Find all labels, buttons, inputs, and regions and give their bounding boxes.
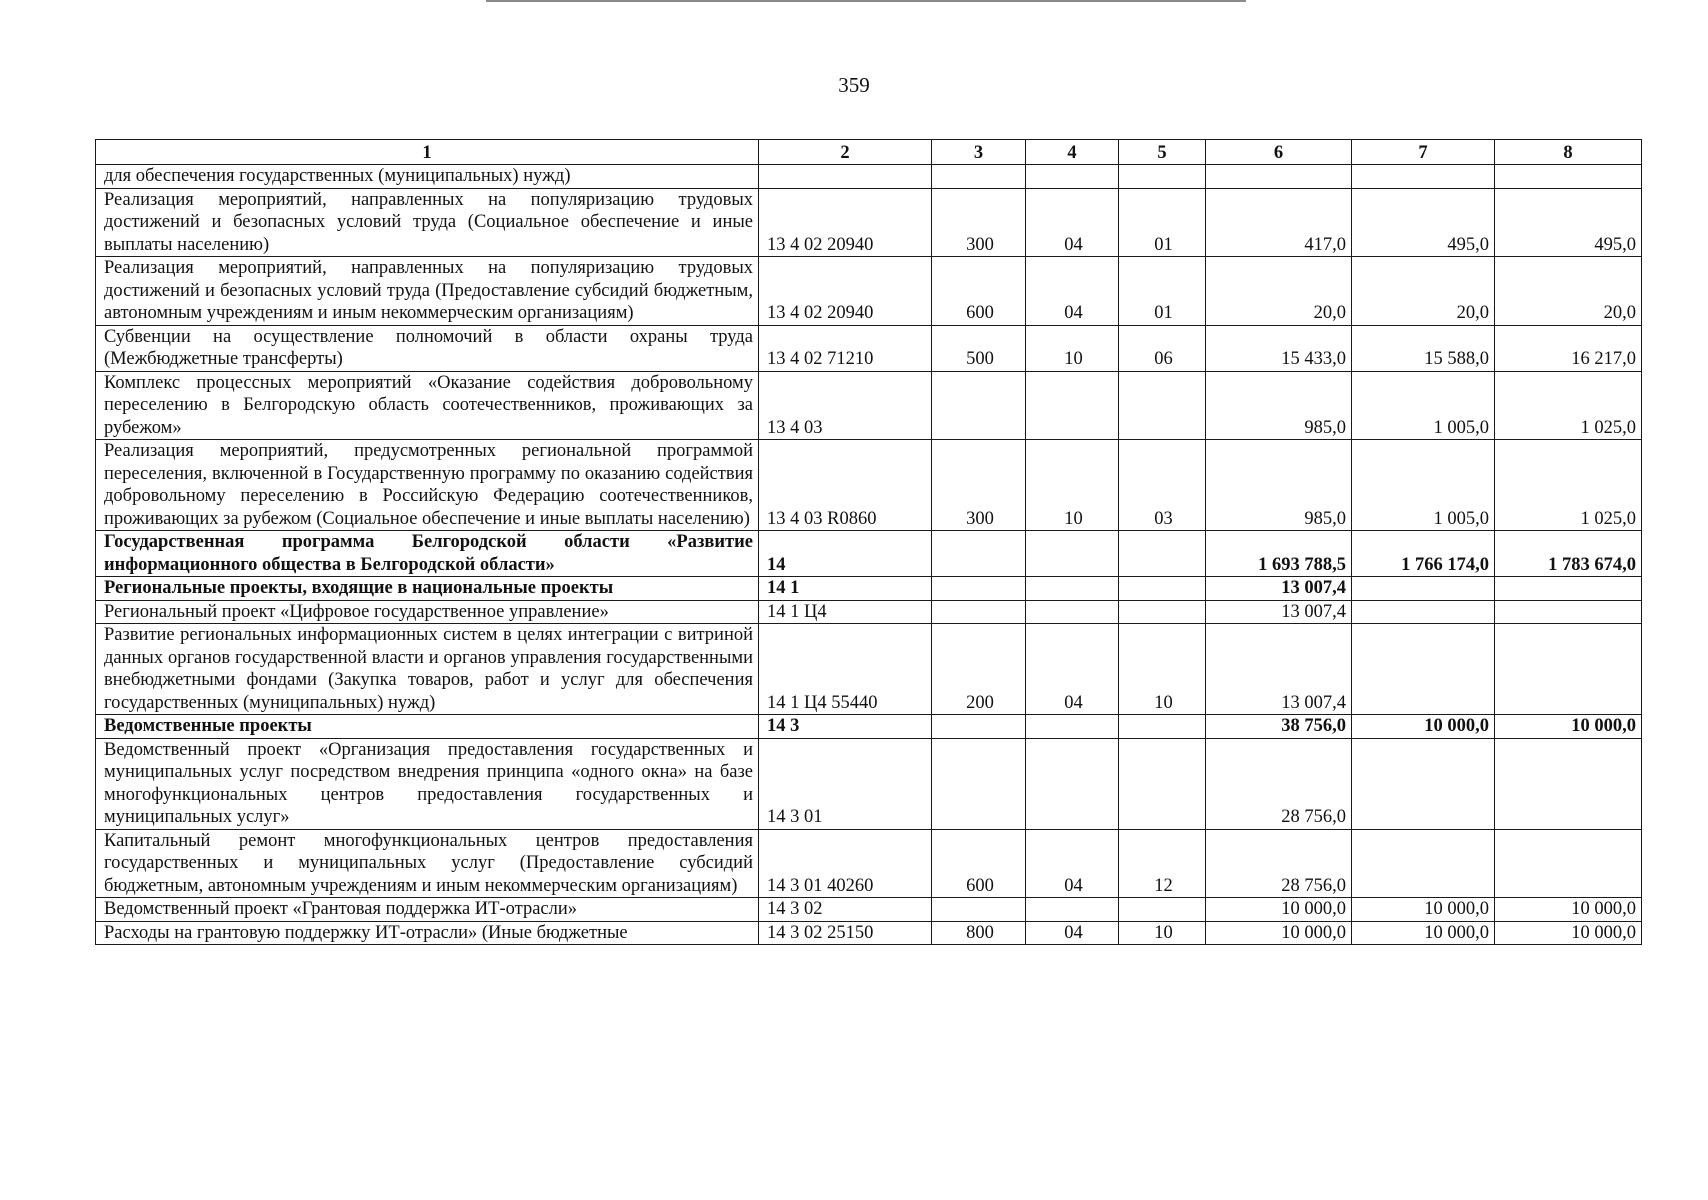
cell-target-article-code: 14 3 02 25150 [759,921,932,945]
cell-amount-col7 [1352,165,1495,189]
cell-amount-col7: 20,0 [1352,257,1495,326]
table-row [96,898,1642,922]
cell-target-article-code: 14 3 01 40260 [759,829,932,898]
cell-section [1026,165,1119,189]
cell-section [1026,577,1119,601]
cell-target-article-code: 13 4 02 71210 [759,325,932,371]
cell-subsection: 03 [1119,440,1206,531]
cell-description: Государственная программа Белгородской области «Развитие информационного общества в Белгородской области» [96,531,759,577]
cell-expense-type [932,715,1026,739]
cell-amount-col7: 1 005,0 [1352,440,1495,531]
cell-subsection [1119,165,1206,189]
column-header: 3 [932,140,1026,165]
cell-section: 10 [1026,325,1119,371]
column-header: 2 [759,140,932,165]
cell-amount-col7: 10 000,0 [1352,715,1495,739]
cell-expense-type [932,600,1026,624]
cell-amount-col8: 1 025,0 [1495,371,1642,440]
cell-expense-type: 500 [932,325,1026,371]
cell-amount-col7: 1 005,0 [1352,371,1495,440]
table-row [96,325,1642,371]
cell-subsection [1119,371,1206,440]
cell-amount-col6: 20,0 [1206,257,1352,326]
cell-amount-col6: 38 756,0 [1206,715,1352,739]
cell-amount-col8: 10 000,0 [1495,898,1642,922]
table-row [96,188,1642,257]
cell-amount-col8 [1495,165,1642,189]
cell-subsection: 01 [1119,188,1206,257]
cell-expense-type [932,898,1026,922]
cell-expense-type [932,531,1026,577]
table-header-row [96,140,1642,165]
cell-amount-col6: 417,0 [1206,188,1352,257]
cell-expense-type: 800 [932,921,1026,945]
cell-amount-col7 [1352,624,1495,715]
cell-subsection [1119,600,1206,624]
cell-target-article-code: 13 4 03 R0860 [759,440,932,531]
cell-section: 04 [1026,829,1119,898]
cell-section: 04 [1026,921,1119,945]
cell-description: Региональные проекты, входящие в национальные проекты [96,577,759,601]
cell-subsection [1119,531,1206,577]
cell-expense-type [932,165,1026,189]
cell-amount-col8 [1495,600,1642,624]
cell-description: Ведомственный проект «Грантовая поддержка ИТ-отрасли» [96,898,759,922]
cell-amount-col7: 1 766 174,0 [1352,531,1495,577]
cell-subsection [1119,738,1206,829]
cell-amount-col6: 13 007,4 [1206,624,1352,715]
cell-section [1026,738,1119,829]
cell-section: 10 [1026,440,1119,531]
cell-amount-col6: 985,0 [1206,371,1352,440]
cell-subsection: 12 [1119,829,1206,898]
table-body [96,165,1642,945]
cell-target-article-code: 13 4 02 20940 [759,188,932,257]
cell-amount-col6: 10 000,0 [1206,921,1352,945]
cell-subsection: 06 [1119,325,1206,371]
cell-target-article-code: 14 1 Ц4 55440 [759,624,932,715]
cell-description: Ведомственные проекты [96,715,759,739]
cell-expense-type: 300 [932,188,1026,257]
cell-amount-col6 [1206,165,1352,189]
cell-description: Реализация мероприятий, предусмотренных региональной программой переселения, включенной в Государственную программу по оказанию содействия добровольному переселению в Российскую Федерацию соотечественников, проживающих за рубежом (Социальное обеспечение и иные выплаты населению) [96,440,759,531]
cell-target-article-code: 13 4 02 20940 [759,257,932,326]
cell-amount-col6: 15 433,0 [1206,325,1352,371]
cell-amount-col7: 10 000,0 [1352,921,1495,945]
cell-amount-col6: 1 693 788,5 [1206,531,1352,577]
cell-target-article-code [759,165,932,189]
cell-amount-col7: 495,0 [1352,188,1495,257]
cell-description: Ведомственный проект «Организация предоставления государственных и муниципальных услуг посредством внедрения принципа «одного окна» на базе многофункциональных центров предоставления государственных и муниципальных услуг» [96,738,759,829]
cell-target-article-code: 13 4 03 [759,371,932,440]
cell-section [1026,531,1119,577]
table-row [96,371,1642,440]
cell-amount-col7: 10 000,0 [1352,898,1495,922]
table-row [96,165,1642,189]
scan-top-edge-line [486,0,1246,2]
cell-description: Субвенции на осуществление полномочий в области охраны труда (Межбюджетные трансферты) [96,325,759,371]
cell-amount-col7 [1352,738,1495,829]
column-header: 8 [1495,140,1642,165]
cell-amount-col8: 1 783 674,0 [1495,531,1642,577]
cell-amount-col6: 10 000,0 [1206,898,1352,922]
cell-amount-col8: 20,0 [1495,257,1642,326]
table-row [96,829,1642,898]
cell-amount-col8: 1 025,0 [1495,440,1642,531]
cell-section: 04 [1026,257,1119,326]
page-number: 359 [838,73,870,97]
table-row [96,738,1642,829]
cell-amount-col8: 16 217,0 [1495,325,1642,371]
cell-target-article-code: 14 1 [759,577,932,601]
table-row [96,715,1642,739]
cell-amount-col6: 28 756,0 [1206,738,1352,829]
table-row [96,600,1642,624]
cell-amount-col7: 15 588,0 [1352,325,1495,371]
cell-amount-col8 [1495,624,1642,715]
cell-amount-col8 [1495,829,1642,898]
cell-target-article-code: 14 [759,531,932,577]
cell-amount-col6: 13 007,4 [1206,577,1352,601]
table-row [96,624,1642,715]
column-header: 1 [96,140,759,165]
cell-description: Региональный проект «Цифровое государственное управление» [96,600,759,624]
table-row [96,257,1642,326]
table-row [96,577,1642,601]
cell-section: 04 [1026,188,1119,257]
column-header: 7 [1352,140,1495,165]
cell-subsection [1119,715,1206,739]
cell-description: Капитальный ремонт многофункциональных центров предоставления государственных и муниципальных услуг (Предоставление субсидий бюджетным, автономным учреждениям и иным некоммерческим организациям) [96,829,759,898]
cell-section [1026,715,1119,739]
cell-subsection [1119,577,1206,601]
cell-amount-col7 [1352,577,1495,601]
table-row [96,531,1642,577]
cell-subsection: 01 [1119,257,1206,326]
cell-section [1026,898,1119,922]
cell-subsection: 10 [1119,921,1206,945]
cell-subsection [1119,898,1206,922]
cell-expense-type [932,738,1026,829]
cell-amount-col8: 495,0 [1495,188,1642,257]
cell-amount-col7 [1352,829,1495,898]
cell-description: Реализация мероприятий, направленных на популяризацию трудовых достижений и безопасных условий труда (Социальное обеспечение и иные выплаты населению) [96,188,759,257]
cell-section [1026,600,1119,624]
cell-expense-type: 300 [932,440,1026,531]
column-header: 5 [1119,140,1206,165]
column-header: 4 [1026,140,1119,165]
table-row [96,921,1642,945]
cell-description: Развитие региональных информационных систем в целях интеграции с витриной данных органов государственной власти и органов управления государственными внебюджетными фондами (Закупка товаров, работ и услуг для обеспечения государственных (муниципальных) нужд) [96,624,759,715]
cell-expense-type [932,577,1026,601]
table-row [96,440,1642,531]
cell-target-article-code: 14 1 Ц4 [759,600,932,624]
cell-section: 04 [1026,624,1119,715]
cell-section [1026,371,1119,440]
cell-amount-col8: 10 000,0 [1495,715,1642,739]
cell-description: для обеспечения государственных (муниципальных) нужд) [96,165,759,189]
cell-amount-col6: 13 007,4 [1206,600,1352,624]
cell-description: Реализация мероприятий, направленных на популяризацию трудовых достижений и безопасных условий труда (Предоставление субсидий бюджетным, автономным учреждениям и иным некоммерческим организациям) [96,257,759,326]
cell-expense-type: 600 [932,829,1026,898]
cell-target-article-code: 14 3 01 [759,738,932,829]
cell-target-article-code: 14 3 [759,715,932,739]
cell-target-article-code: 14 3 02 [759,898,932,922]
cell-amount-col8 [1495,738,1642,829]
cell-description: Комплекс процессных мероприятий «Оказание содействия добровольному переселению в Белгородскую область соотечественников, проживающих за рубежом» [96,371,759,440]
cell-amount-col8 [1495,577,1642,601]
cell-expense-type [932,371,1026,440]
cell-amount-col8: 10 000,0 [1495,921,1642,945]
budget-table [95,139,1642,945]
cell-expense-type: 600 [932,257,1026,326]
column-header: 6 [1206,140,1352,165]
cell-expense-type: 200 [932,624,1026,715]
cell-amount-col7 [1352,600,1495,624]
cell-description: Расходы на грантовую поддержку ИТ-отрасли» (Иные бюджетные [96,921,759,945]
cell-amount-col6: 28 756,0 [1206,829,1352,898]
cell-subsection: 10 [1119,624,1206,715]
cell-amount-col6: 985,0 [1206,440,1352,531]
